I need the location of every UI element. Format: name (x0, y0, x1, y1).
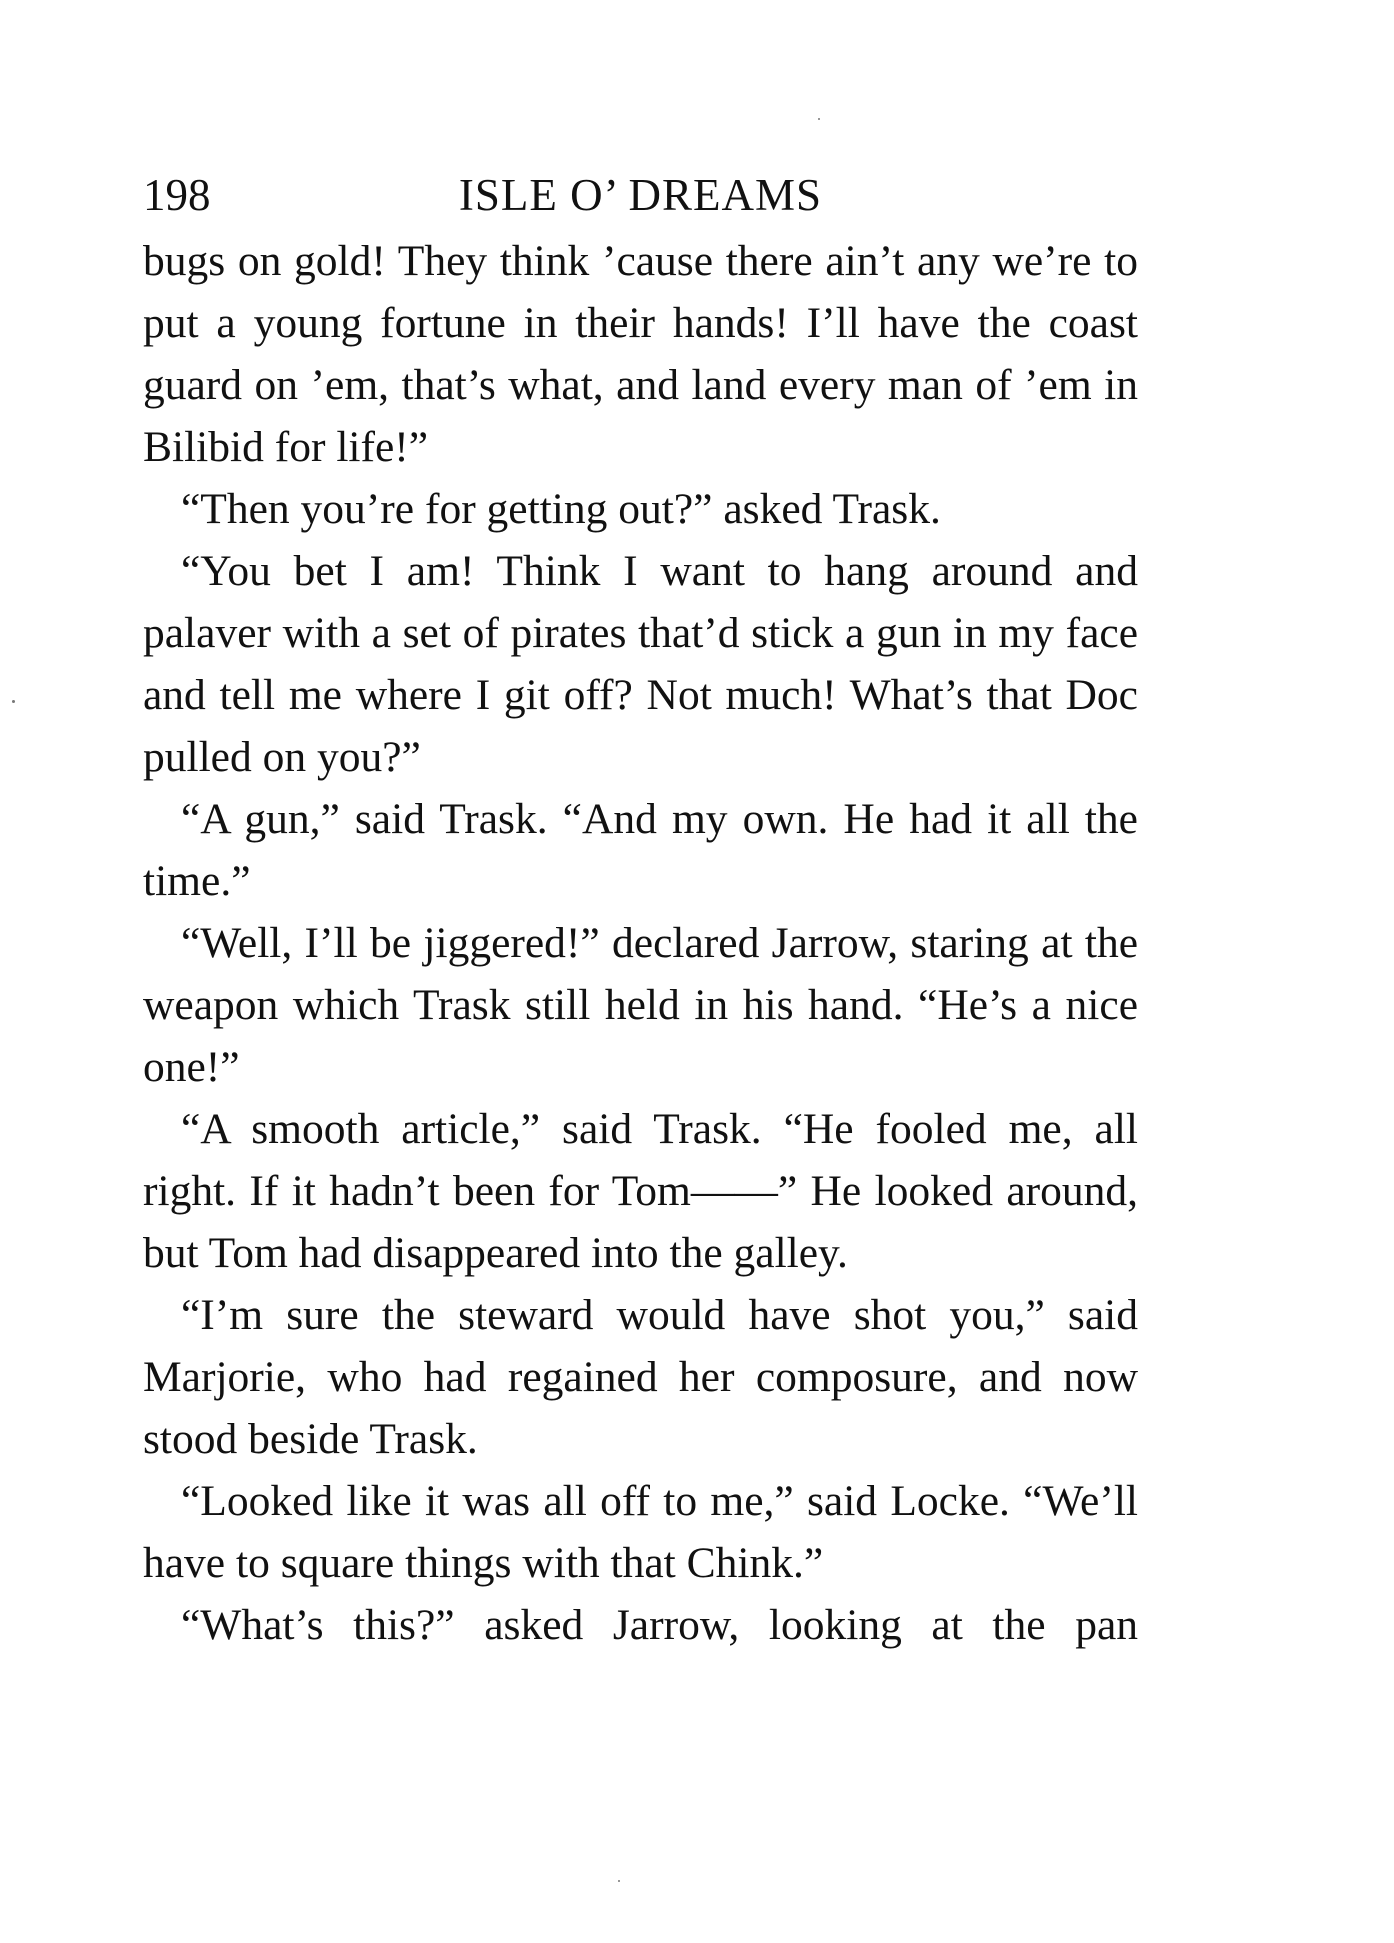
page-number: 198 (143, 170, 211, 220)
paragraph-7: “I’m sure the steward would have shot you,” said Marjorie, who had regained her composure, and now stood beside Trask. (143, 1291, 1138, 1463)
book-page (143, 160, 1138, 1656)
paragraph-6: “A smooth article,” said Trask. “He fooled me, all right. If it hadn’t been for Tom——” He looked around, but Tom had disappeared into the galley. (143, 1105, 1138, 1277)
paragraph-1: bugs on gold! They think ’cause there ain’t any we’re to put a young fortune in their hands! I’ll have the coast guard on ’em, that’s what, and land every man of ’em in Bilibid for life!” (143, 237, 1138, 471)
margin-speck (12, 700, 15, 703)
paragraph-2: “Then you’re for getting out?” asked Trask. (181, 485, 941, 533)
paragraph-8: “Looked like it was all off to me,” said Locke. “We’ll have to square things with that Chink.” (143, 1477, 1138, 1587)
running-head (143, 160, 1138, 230)
body-text (143, 230, 1138, 1656)
paragraph-4: “A gun,” said Trask. “And my own. He had it all the time.” (143, 795, 1138, 905)
running-title: ISLE O’ DREAMS (458, 170, 823, 220)
margin-speck (818, 118, 820, 120)
paragraph-5: “Well, I’ll be jiggered!” declared Jarrow, staring at the weapon which Trask still held in his hand. “He’s a nice one!” (143, 919, 1138, 1091)
paragraph-3: “You bet I am! Think I want to hang around and palaver with a set of pirates that’d stick a gun in my face and tell me where I git off? Not much! What’s that Doc pulled on you?” (143, 547, 1138, 781)
paragraph-9: “What’s this?” asked Jarrow, looking at the pan (181, 1601, 1138, 1649)
margin-speck (618, 1880, 620, 1882)
